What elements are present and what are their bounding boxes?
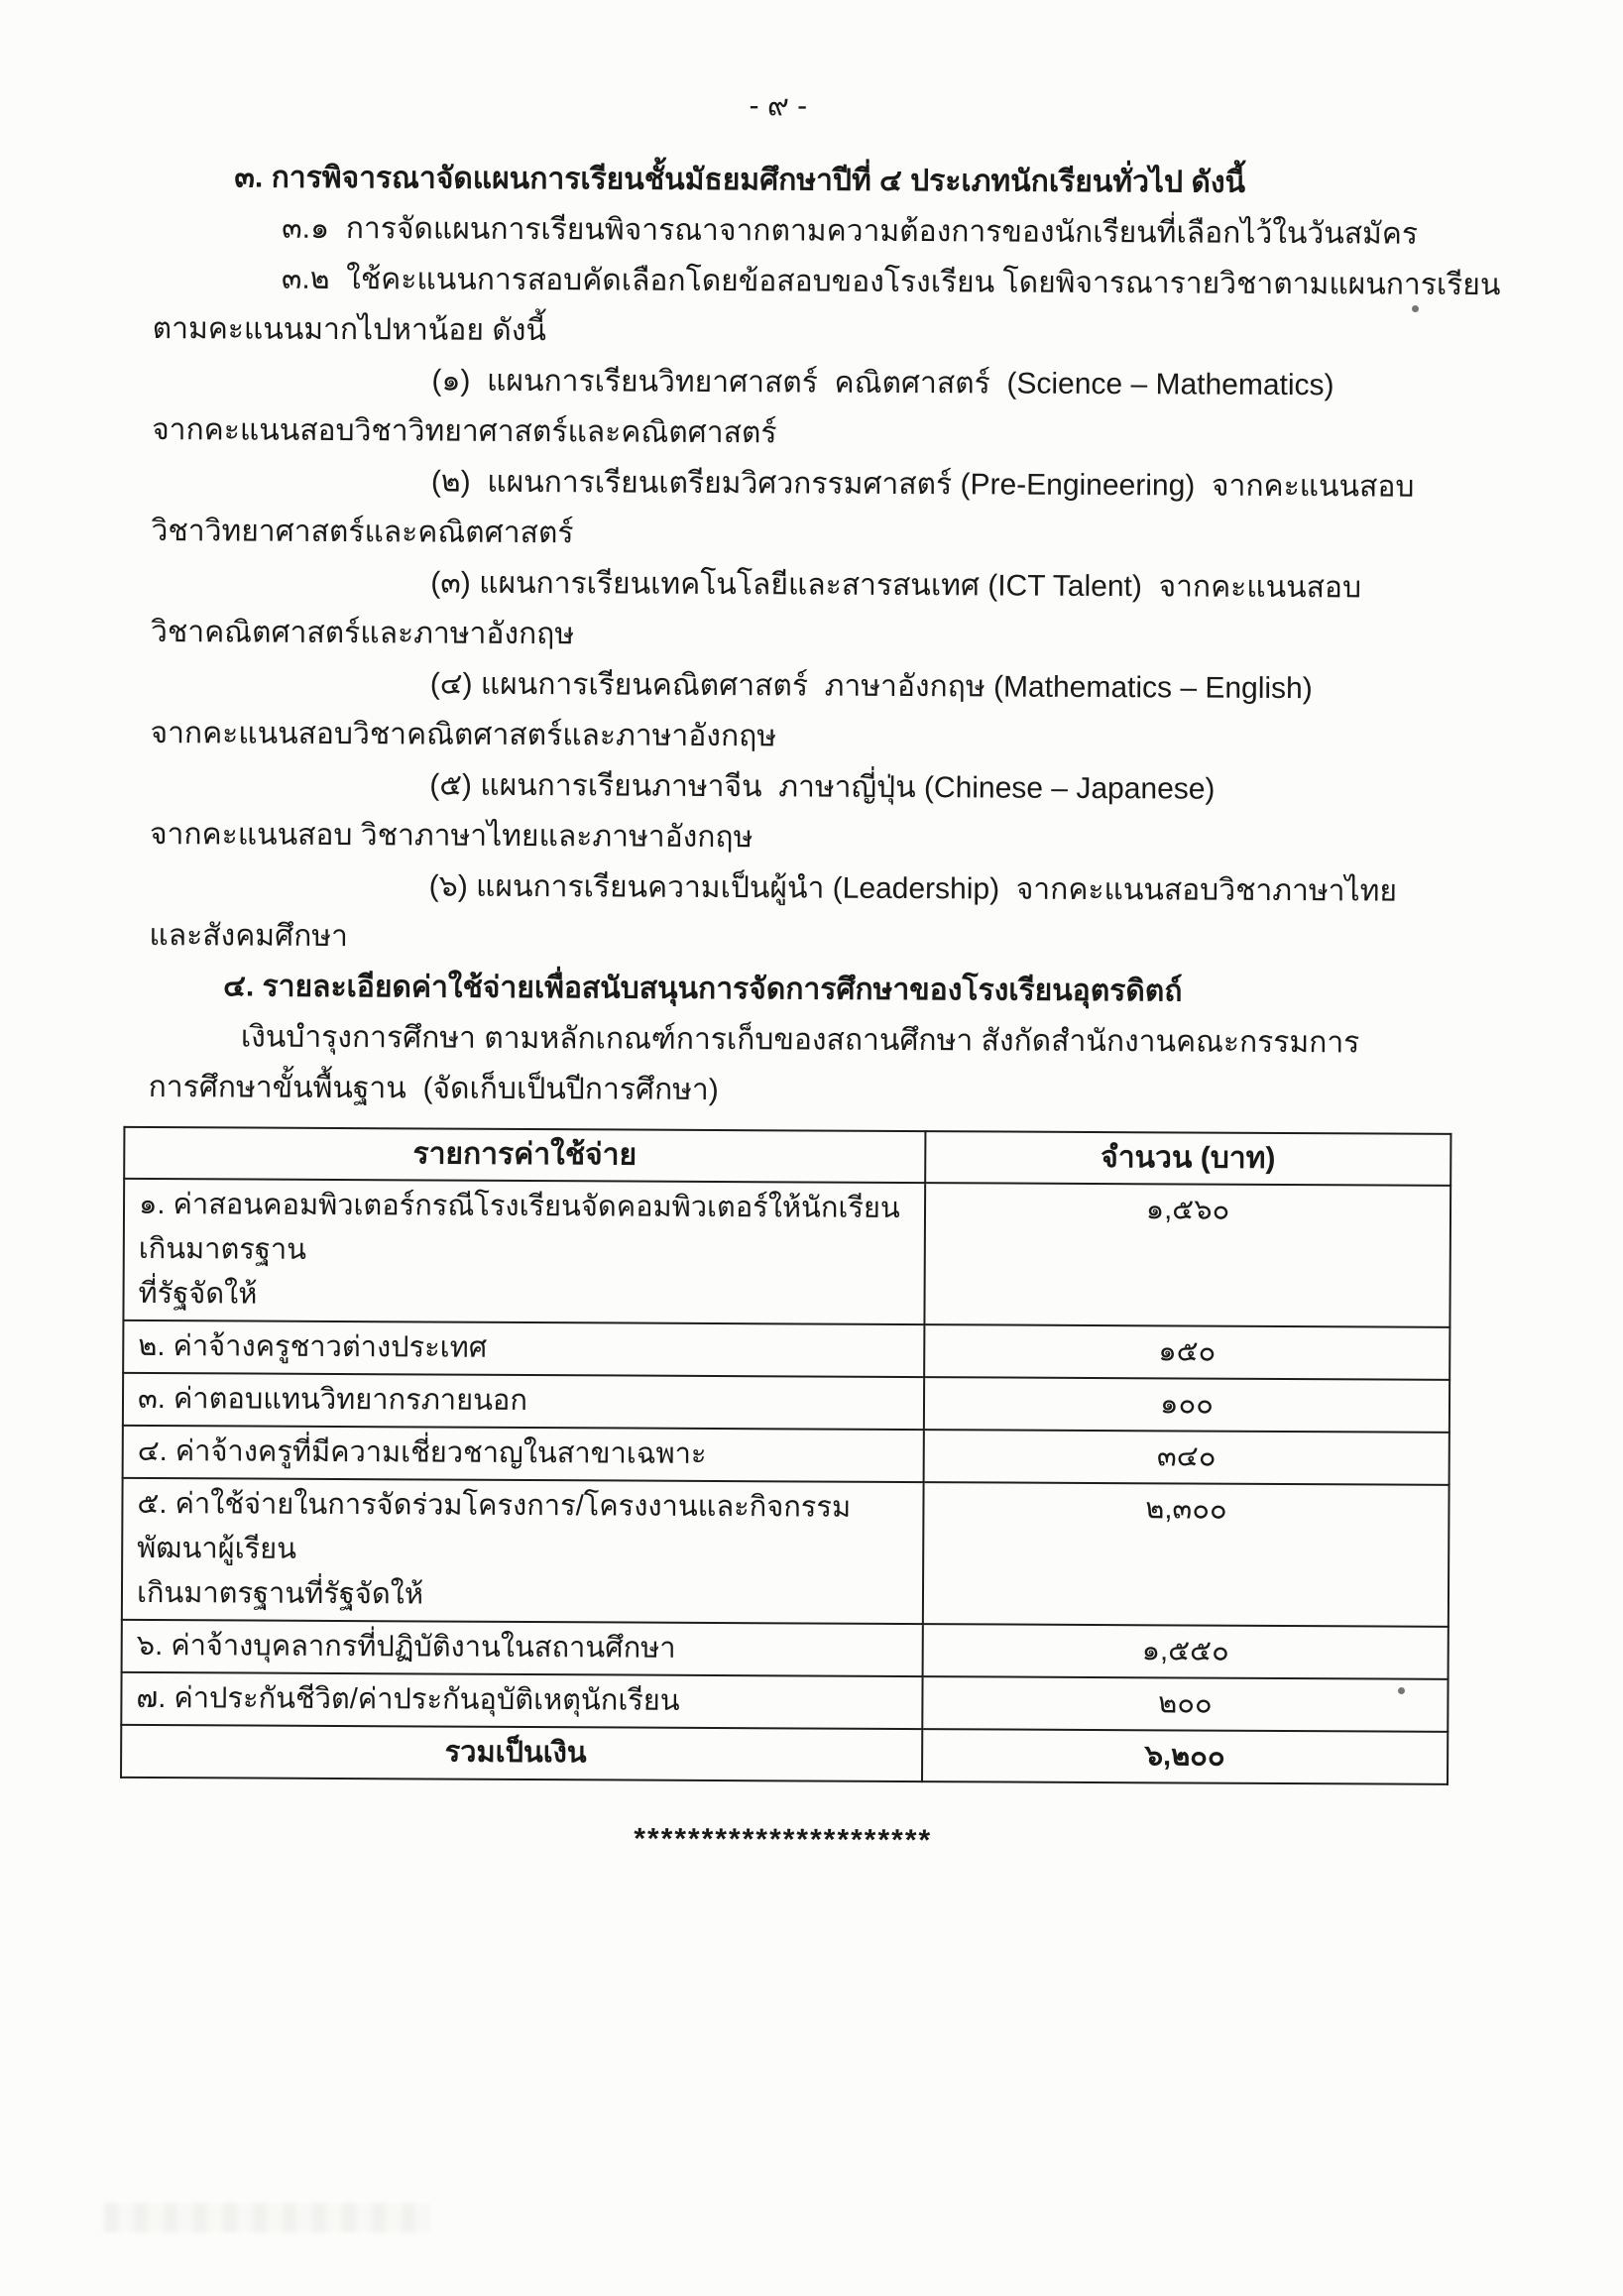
expense-amount: ๑,๕๖๐ [924, 1183, 1450, 1327]
plan-5-line1: (๕) แผนการเรียนภาษาจีน ภาษาญี่ปุ่น (Chinese – Japanese) [429, 768, 1216, 806]
total-amount: ๖,๒๐๐ [922, 1729, 1448, 1784]
expense-row [123, 1179, 1450, 1327]
table-header-row [124, 1127, 1450, 1186]
plan-3-line2: วิชาคณิตศาสตร์และภาษาอังกฤษ [150, 615, 575, 651]
expense-row [122, 1478, 1449, 1627]
section-4-line1: เงินบำรุงการศึกษา ตามหลักเกณฑ์การเก็บของสถานศึกษา สังกัดสำนักงานคณะกรรมการ [240, 1020, 1360, 1060]
item-3-2-line1: ๓.๒ ใช้คะแนนการสอบคัดเลือกโดยข้อสอบของโรงเรียน โดยพิจารณารายวิชาตามแผนการเรียน [281, 262, 1501, 302]
document-content [136, 77, 1501, 1860]
section-3-heading: ๓. การพิจารณาจัดแผนการเรียนชั้นมัธยมศึกษาปีที่ ๔ ประเภทนักเรียนทั่วไป ดังนี้ [234, 161, 1246, 199]
column-header-item: รายการค่าใช้จ่าย [124, 1127, 925, 1183]
plan-4-line1: (๔) แผนการเรียนคณิตศาสตร์ ภาษาอังกฤษ (Mathematics – English) [429, 667, 1313, 706]
scan-smudge [104, 2203, 431, 2233]
expense-amount: ๑๐๐ [924, 1377, 1449, 1433]
expense-row [123, 1426, 1449, 1485]
expense-amount: ๒๐๐ [922, 1676, 1448, 1732]
total-row [121, 1725, 1448, 1784]
column-header-amount: จำนวน (บาท) [925, 1131, 1450, 1186]
plan-3-line1: (๓) แผนการเรียนเทคโนโลยีและสารสนเทศ (ICT Talent) จากคะแนนสอบ [430, 566, 1362, 605]
total-label: รวมเป็นเงิน [121, 1725, 922, 1781]
expense-label: ๒. ค่าจ้างครูชาวต่างประเทศ [123, 1320, 924, 1377]
expense-label: ๓. ค่าตอบแทนวิทยากรภายนอก [123, 1373, 924, 1430]
expense-amount: ๒,๓๐๐ [923, 1482, 1449, 1627]
expense-amount: ๑๕๐ [924, 1324, 1449, 1380]
plan-5-line2: จากคะแนนสอบ วิชาภาษาไทยและภาษาอังกฤษ [149, 817, 754, 855]
expenses-table [120, 1126, 1451, 1785]
expense-amount: ๓๔๐ [924, 1430, 1449, 1485]
expense-row [123, 1320, 1449, 1380]
plan-6-line1: (๖) แผนการเรียนความเป็นผู้นำ (Leadership) จากคะแนนสอบวิชาภาษาไทย [428, 869, 1398, 908]
section-4-line2: การศึกษาขั้นพื้นฐาน (จัดเก็บเป็นปีการศึกษา) [148, 1070, 719, 1106]
plan-6-line2: และสังคมศึกษา [149, 918, 349, 954]
item-3-2-line2: ตามคะแนนมากไปหาน้อย ดังนี้ [152, 311, 547, 348]
expense-label: ๑. ค่าสอนคอมพิวเตอร์กรณีโรงเรียนจัดคอมพิวเตอร์ให้นักเรียนเกินมาตรฐาน ที่รัฐจัดให้ [123, 1179, 925, 1324]
item-3-1: ๓.๑ การจัดแผนการเรียนพิจารณาจากตามความต้องการของนักเรียนที่เลือกไว้ในวันสมัคร [282, 211, 1419, 251]
plan-1-line2: จากคะแนนสอบวิชาวิทยาศาสตร์และคณิตศาสตร์ [152, 412, 777, 450]
scan-speck [1398, 1687, 1405, 1694]
expense-label: ๔. ค่าจ้างครูที่มีความเชี่ยวชาญในสาขาเฉพาะ [123, 1426, 924, 1482]
plan-2-line2: วิชาวิทยาศาสตร์และคณิตศาสตร์ [151, 514, 574, 550]
page-number: - ๙ - [749, 89, 808, 123]
plan-2-line1: (๒) แผนการเรียนเตรียมวิศวกรรมศาสตร์ (Pre-Engineering) จากคะแนนสอบ [430, 465, 1415, 504]
expense-label: ๕. ค่าใช้จ่ายในการจัดร่วมโครงการ/โครงงานและกิจกรรมพัฒนาผู้เรียน เกินมาตรฐานที่รัฐจัดให้ [122, 1478, 924, 1624]
section-4-heading: ๔. รายละเอียดค่าใช้จ่ายเพื่อสนับสนุนการจัดการศึกษาของโรงเรียนอุตรดิตถ์ [223, 970, 1183, 1008]
expense-row [123, 1373, 1449, 1433]
footer-separator: ********************** [634, 1822, 933, 1858]
expense-amount: ๑,๕๕๐ [923, 1624, 1449, 1679]
plan-4-line2: จากคะแนนสอบวิชาคณิตศาสตร์และภาษาอังกฤษ [150, 716, 777, 753]
expense-row [121, 1672, 1448, 1732]
expense-label: ๗. ค่าประกันชีวิต/ค่าประกันอุบัติเหตุนักเรียน [121, 1672, 922, 1729]
expense-label: ๖. ค่าจ้างบุคลากรที่ปฏิบัติงานในสถานศึกษา [122, 1620, 923, 1676]
plan-1-line1: (๑) แผนการเรียนวิทยาศาสตร์ คณิตศาสตร์ (Science – Mathematics) [431, 364, 1334, 402]
expense-row [122, 1620, 1449, 1679]
scan-speck [1412, 305, 1419, 312]
